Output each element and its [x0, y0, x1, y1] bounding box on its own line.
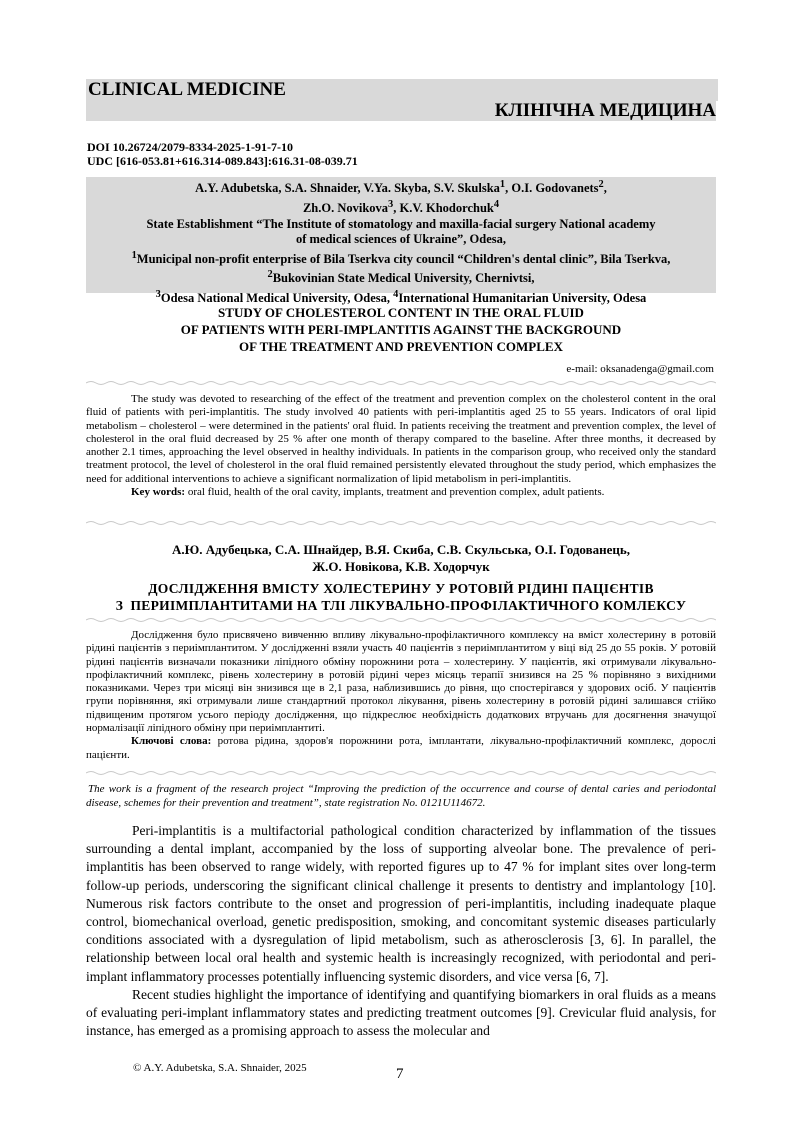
- udc: UDC [616-053.81+616.314-089.843]:616.31-08-039.71: [87, 154, 358, 168]
- body-paragraph-2: Recent studies highlight the importance of identifying and quantifying biomarkers in oral fluids as a means of evaluating peri-implant inflammatory states and predicting treatment outcomes [9]. Crevicular fluid analysis, for instance, has emerged as a promising approach to assess the molecular and: [86, 986, 716, 1039]
- article-title-ua: [86, 580, 716, 614]
- affiliation-0-line-1: State Establishment “The Institute of stomatology and maxilla-facial surgery National academy: [146, 216, 656, 231]
- authors-ua: [86, 541, 716, 575]
- article-title-en: [86, 304, 716, 355]
- copyright-notice: © A.Y. Adubetska, S.A. Shnaider, 2025: [133, 1062, 307, 1074]
- abstract-ua-text: Дослідження було присвячено вивченню впливу лікувально-профілактичного комплексу на вміст холестерину в ротовій рідині пацієнтів з периімплантитом. У дослідженні взяли участь 40 пацієнтів з периімплантитом у віці від 25 до 55 років. У ротовій рідині пацієнтів визначали показники ліпідного обміну порожнини рота – холестерину. У пацієнтів, які отримували лікувально-профілактичний комплекс, рівень холестерину в ротовій рідині через місяць терапії знизився на 25 % порівняно з вихідними показниками. Через три місяці він знизився ще в 2,1 раза, наблизившись до рівня, що спостерігався у здорових осіб. У пацієнтів групи порівняння, які отримували лише стандартний протокол лікування, рівень холестерину в ротовій рідині залишався стійко підвищеним протягом усього періоду дослідження, що підкреслює необхідність додаткових втручань для досягнення значущої нормалізації ліпідного обміну при периімплантиті.: [86, 629, 716, 735]
- abstract-en: [86, 393, 716, 499]
- affiliation-3-4: $^3$Odesa National Medical University, Odesa, $^4$International Humanitarian University, Odesa: [155, 289, 647, 306]
- funding-note: The work is a fragment of the research project “Improving the prediction of the occurrence and course of dental caries and periodontal disease, schemes for their prevention and treatment”, state registration No. 0121U114672.: [86, 783, 716, 809]
- doi[interactable]: DOI 10.26724/2079-8334-2025-1-91-7-10: [87, 140, 293, 154]
- authors-ua-line-2: Ж.О. Новікова, К.В. Ходорчук: [312, 559, 490, 574]
- contact-email[interactable]: e-mail: oksanadenga@gmail.com: [566, 363, 714, 375]
- abstract-ua: [86, 629, 716, 762]
- title-ua-line-2: З ПЕРИІМПЛАНТИТАМИ НА ТЛІ ЛІКУВАЛЬНО-ПРОФІЛАКТИЧНОГО КОМЛЕКСУ: [115, 598, 687, 613]
- journal-section-header-en: CLINICAL MEDICINE: [86, 79, 718, 101]
- wavy-divider: [86, 520, 716, 526]
- affiliation-0-line-2: of medical sciences of Ukraine”, Odesa,: [295, 232, 507, 247]
- title-en-line-3: OF THE TREATMENT AND PREVENTION COMPLEX: [239, 339, 563, 354]
- authors-line-2: Zh.O. Novikova$^3$, K.V. Khodorchuk$^4$: [302, 198, 500, 215]
- affiliation-1: $^1$Municipal non-profit enterprise of Bila Tserkva city council “Children's dental clinic”, Bila Tserkva,: [131, 249, 671, 266]
- keywords-en: Key words: oral fluid, health of the oral cavity, implants, treatment and prevention complex, adult patients.: [131, 486, 605, 499]
- authors-affiliations-en: [86, 177, 716, 306]
- title-en-line-1: STUDY OF CHOLESTEROL CONTENT IN THE ORAL FLUID: [218, 305, 584, 320]
- title-ua-line-1: ДОСЛІДЖЕННЯ ВМІСТУ ХОЛЕСТЕРИНУ У РОТОВІЙ РІДИНІ ПАЦІЄНТІВ: [148, 581, 654, 596]
- wavy-divider: [86, 617, 716, 623]
- authors-ua-line-1: А.Ю. Адубецька, С.А. Шнайдер, В.Я. Скиба, С.В. Скульська, О.І. Годованець,: [172, 542, 630, 557]
- body-text: [86, 822, 716, 1040]
- abstract-en-text: The study was devoted to researching of the effect of the treatment and prevention complex on the cholesterol content in the oral fluid of patients with peri-implantitis. The study involved 40 patients with peri-implantitis aged 25 to 55 years. Indicators of oral lipid metabolism – cholesterol – were determined in the patients' oral fluid. In patients receiving the treatment and prevention complex, the level of cholesterol in the oral fluid decreased by 25 % after one month of therapy compared to the baseline. After three months, it decreased by another 2.1 times, approaching the level observed in healthy individuals. In patients in the comparison group, who received only the standard treatment protocol, the level of cholesterol in the oral fluid remained persistently elevated throughout the study period, which emphasizes the need for additional interventions to achieve a significant normalization of lipid metabolism in peri-implantitis.: [86, 393, 716, 485]
- wavy-divider: [86, 380, 716, 386]
- article-identifiers: [87, 140, 358, 168]
- journal-section-header-ua: КЛІНІЧНА МЕДИЦИНА: [86, 101, 716, 121]
- body-paragraph-1: Peri-implantitis is a multifactorial pathological condition characterized by inflammation of the tissues surrounding a dental implant, accompanied by the loss of supporting alveolar bone. The prevalence of peri-implantitis has been observed to range widely, with reported figures up to 47 % for implant sites over long-term follow-up periods, underscoring the significant clinical challenge it presents to dentistry and implantology [10]. Numerous risk factors contribute to the onset and progression of peri-implantitis, including inadequate plaque control, biomechanical overload, genetic predisposition, smoking, and concomitant systemic diseases particularly conditions associated with a dysregulation of lipid metabolism, such as atherosclerosis [3, 6]. In parallel, the relationship between local oral health and systemic health is increasingly recognized, with periodontal and peri-implant inflammatory processes potentially influencing systemic disorders, and vice versa [6, 7].: [86, 823, 716, 984]
- title-en-line-2: OF PATIENTS WITH PERI-IMPLANTITIS AGAINST THE BACKGROUND: [180, 322, 622, 337]
- affiliation-2: $^2$Bukovinian State Medical University, Chernivtsi,: [267, 269, 535, 286]
- wavy-divider: [86, 770, 716, 776]
- keywords-ua: Ключові слова: ротова рідина, здоров'я порожнини рота, імплантати, лікувально-профілактичний комплекс, дорослі пацієнти.: [86, 735, 716, 761]
- page-number: 7: [396, 1066, 404, 1082]
- authors-line-1: A.Y. Adubetska, S.A. Shnaider, V.Ya. Skyba, S.V. Skulska$^1$, O.I. Godovanets$^2$,: [195, 179, 607, 196]
